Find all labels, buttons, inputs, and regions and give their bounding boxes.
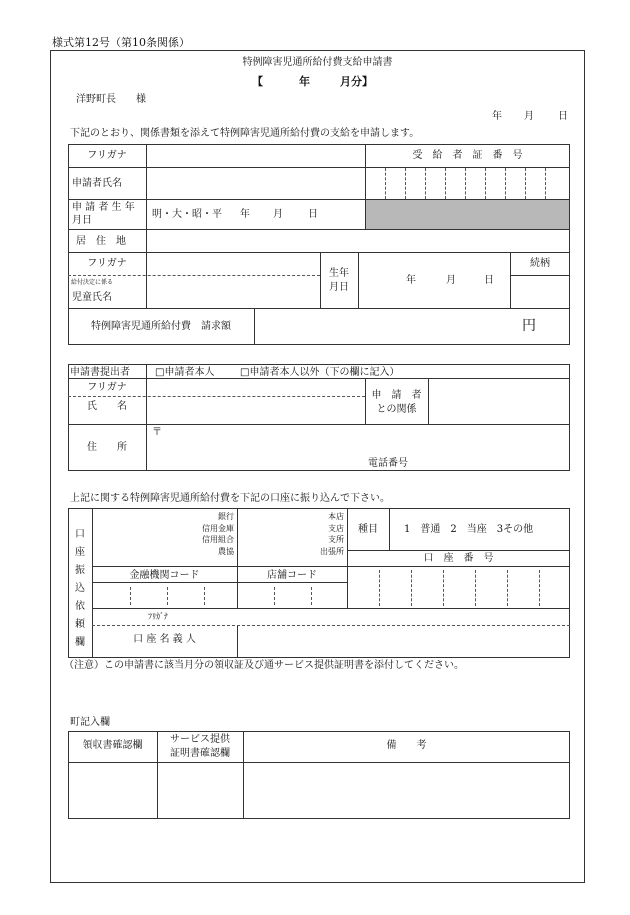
child-note: 給付決定に係る bbox=[71, 279, 114, 286]
child-furigana-label: フリガナ bbox=[87, 258, 127, 269]
branch-type: 本店 bbox=[328, 512, 344, 521]
phone-label: 電話番号 bbox=[368, 458, 408, 469]
postal-mark: 〒 bbox=[152, 427, 162, 438]
address-label: 居 住 地 bbox=[76, 236, 126, 247]
applicant-birth-label: 申 請 者 生 年 bbox=[72, 202, 135, 213]
period-open: 【 bbox=[252, 75, 263, 88]
service-cert-header: サービス提供 bbox=[170, 734, 230, 745]
period-line bbox=[252, 73, 373, 89]
submitter-address-label: 住 所 bbox=[87, 442, 127, 453]
receipt-check-header: 領収書確認欄 bbox=[82, 740, 143, 751]
account-holder-label: 口 座 名 義 人 bbox=[133, 634, 196, 645]
child-name-label: 児童氏名 bbox=[72, 292, 112, 303]
branch-types bbox=[290, 511, 344, 557]
period-close: 】 bbox=[362, 75, 373, 88]
remarks-header: 備 考 bbox=[386, 740, 427, 751]
holder-furigana-label: ﾌﾘｶﾞﾅ bbox=[148, 612, 168, 621]
submit-date-year: 年 bbox=[492, 111, 502, 122]
form-title: 特例障害児通所給付費支給申請書 bbox=[242, 57, 393, 68]
bank-intro: 上記に関する特例障害児通所給付費を下記の口座に振り込んで下さい。 bbox=[70, 493, 390, 504]
applicant-birth-label-2: 月日 bbox=[72, 215, 92, 226]
addressee: 洋野町長 様 bbox=[76, 94, 146, 105]
office-section-label: 町記入欄 bbox=[70, 717, 110, 728]
submitter-relation-label-2: との関係 bbox=[376, 404, 417, 415]
branch-type: 出張所 bbox=[320, 546, 344, 556]
child-birth-year: 年 bbox=[406, 275, 416, 286]
option-other[interactable]: □申請者本人以外（下の欄に記入） bbox=[240, 367, 400, 378]
branch-type: 支所 bbox=[328, 535, 344, 544]
service-cert-header-2: 証明書確認欄 bbox=[170, 748, 230, 759]
submit-date-day: 日 bbox=[558, 111, 568, 122]
period-year: 年 bbox=[299, 75, 310, 88]
submit-date-month: 月 bbox=[524, 111, 534, 122]
option-self[interactable]: □申請者本人 bbox=[155, 367, 215, 378]
bank-side-char: 口 bbox=[75, 529, 85, 540]
birth-month: 月 bbox=[273, 209, 283, 220]
branch-type: 支店 bbox=[328, 523, 344, 533]
amount-unit: 円 bbox=[522, 318, 536, 334]
inst-type: 農協 bbox=[218, 546, 234, 556]
bank-side-char: 欄 bbox=[75, 637, 85, 648]
bank-side-label bbox=[68, 526, 92, 652]
bank-side-char: 頼 bbox=[75, 619, 85, 630]
form-number: 様式第12号（第10条関係） bbox=[52, 36, 190, 49]
child-birth-month: 月 bbox=[446, 275, 456, 286]
period-month: 月分 bbox=[340, 75, 362, 88]
bank-side-char: 座 bbox=[75, 547, 85, 558]
intro-text: 下記のとおり、関係書類を添えて特例障害児通所給付費の支給を申請します。 bbox=[70, 128, 420, 139]
birth-year: 年 bbox=[240, 209, 250, 220]
submitter-name-label: 氏 名 bbox=[87, 401, 127, 412]
birth-day: 日 bbox=[308, 209, 318, 220]
child-birth-label: 生年 bbox=[329, 268, 349, 279]
bank-side-char: 込 bbox=[75, 583, 85, 594]
inst-type: 信用金庫 bbox=[202, 523, 234, 533]
child-birth-label-2: 月日 bbox=[329, 282, 349, 293]
relation-label: 続柄 bbox=[530, 258, 550, 269]
branch-code-label: 店舗コード bbox=[267, 570, 317, 581]
applicant-name-label: 申請者氏名 bbox=[72, 178, 122, 189]
institution-types bbox=[180, 511, 234, 557]
bank-side-char: 依 bbox=[75, 601, 85, 612]
submitter-relation-label: 申 請 者 bbox=[371, 390, 422, 401]
account-kind-options: 1 普通 2 当座 3その他 bbox=[404, 524, 534, 535]
inst-type: 銀行 bbox=[218, 512, 234, 521]
attachment-note: （注意）この申請書に該当月分の領収証及び通サービス提供証明書を添付してください。 bbox=[64, 660, 464, 671]
child-birth-day: 日 bbox=[484, 275, 494, 286]
submitter-furigana-label: フリガナ bbox=[87, 382, 127, 393]
inst-code-label: 金融機関コード bbox=[129, 570, 200, 581]
account-kind-label: 種目 bbox=[358, 524, 378, 535]
cert-number-label: 受 給 者 証 番 号 bbox=[412, 150, 523, 161]
birth-shaded-cell bbox=[365, 199, 569, 229]
furigana-label: フリガナ bbox=[87, 150, 127, 161]
account-number-label: 口 座 番 号 bbox=[423, 553, 494, 564]
submitter-label: 申請書提出者 bbox=[70, 367, 130, 378]
submitter-table bbox=[68, 364, 570, 471]
inst-type: 信用組合 bbox=[202, 535, 234, 544]
amount-label: 特例障害児通所給付費 請求額 bbox=[91, 321, 231, 332]
era-options: 明・大・昭・平 bbox=[152, 209, 222, 220]
bank-side-char: 振 bbox=[75, 565, 85, 576]
applicant-table bbox=[68, 144, 570, 345]
